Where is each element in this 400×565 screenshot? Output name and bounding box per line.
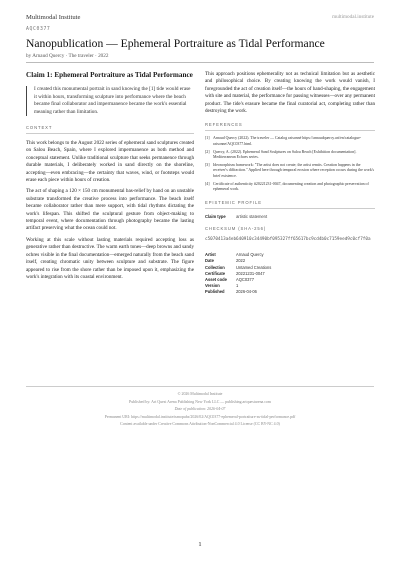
checksum-label: CHECKSUM (SHA-256) [205,226,267,232]
metadata-row: Artist Arnaud Quercy [205,252,264,258]
institution-link[interactable]: multimodal.institute [332,14,374,20]
footer-divider [26,386,374,387]
context-paragraph-2: The act of shaping a 120 × 150 cm monumental bas-relief by hand on an unstable substrate transformed the creative process into performance. The beach itself became collaborator rather than mere support, with tidal rhythms dictating the work's lifespan. This shifted the sculptural gesture from object-making to temporal event, where documentation through photography became the lasting artifact preserving what the ocean could not. [26,188,194,232]
byline: by Arnaud Quercy · The traveler · 2022 [26,53,109,59]
footer-license[interactable]: Content available under Creative Commons Attribution-NonCommercial 4.0 License (CC BY-NC 4.0) [120,422,280,426]
footer-permanent-uri[interactable]: Permanent URI: https://multimodal.institute/nanopubs/2026/02/AQC0377-ephemeral-portraiture-as-tidal-performance.pdf [104,414,296,419]
page-number: 1 [198,541,202,548]
reference-item: [1] Arnaud Quercy (2022). The traveler — Catalog raisonné https://arnaudquercy.art/en/catalogue-raisonne/AQC0377.html. [205,136,362,146]
reference-item: [2] Quercy, A. (2022). Ephemeral Sand Sculptures on Salou Beach [Exhibition documentation]. Mediterranean Echoes series. [205,149,357,160]
metadata-row: Collection Untamed Creations [205,264,272,270]
context-paragraph-3: Working at this scale without lasting materials required accepting loss as generative rather than destructive. The warm earth tones—deep browns and sandy ochres visible in the final documentation—emerged naturally from the beach sand itself, creating chromatic unity between sculpture and substrate. The figure appeared to rise from the shore rather than be imposed upon it, emphasizing the work's integration with its coastal environment. [26,236,194,280]
page-footer [26,391,374,429]
references-label: REFERENCES [205,122,375,131]
reference-item: [4] Certificate of authenticity #20221231-0047, documenting creation and photographic preservation of ephemeral work. [205,181,369,192]
context-paragraph-1: This work belongs to the August 2022 series of ephemeral sand sculptures created on Salou Beach, Spain, where I explored impermanence as both method and conceptual statement. Unlike traditional sculpture that seeks permanence through durable materials, I deliberately worked in sand directly on the shoreline, accepting—even embracing—the certainty that waves, wind, or footsteps would erase each piece within hours of creation. [26,140,194,184]
references-list [205,136,375,192]
epistemic-label: EPISTEMIC PROFILE [205,200,375,209]
claim-title: Claim 1: Ephemeral Portraiture as Tidal Performance [26,71,193,79]
metadata-row: Version 1 [205,283,239,289]
claim-quote: I created this monumental portrait in sand knowing the [1] tide would erase it within hours, transforming sculpture into performance where the beach became final collaborator and impermanence became the work's essential meaning rather than limitation. [26,86,194,116]
institution-name: Multimodal Institute [26,14,81,21]
metadata-row: Certificate 20221231-0047 [205,270,265,276]
claim-type-value: artistic statement [236,214,268,220]
right-column [205,71,375,296]
metadata-row: Published 2026-04-06 [205,289,257,295]
footer-publisher[interactable]: Published by: Art Quest Arena Publishing New York LLC — publishing.artquestarena.com [129,399,271,404]
left-column [26,71,194,281]
context-label: CONTEXT [26,125,194,134]
document-title: Nanopublication — Ephemeral Portraiture as Tidal Performance [26,37,325,50]
metadata-table [205,252,279,295]
footer-copyright: © 2026 Multimodal Institute [177,392,223,396]
header-divider [26,62,374,63]
reference-item: [3] Ideonorphism framework: "The artist does not create; the artist remits. Creation happens in the receiver's diffraction." Applied here through temporal erosion where reception occurs during the work's brief existence. [205,163,374,178]
context-paragraph-4: This approach positions ephemerality not as technical limitation but as aesthetic and philosophical choice. By creating knowing the work would vanish, I foregrounded the act of creation itself—the hours of hand-shaping, the engagement with site and material, the performance for passing witnesses—over any permanent product. The tide's erasure became the final curatorial act, completing rather than destroying the work. [205,71,375,115]
metadata-row: Date 2022 [205,258,246,264]
document-id: AQC0377 [26,27,51,32]
checksum-value: c5070413a4eb640910c34490bf095327ff65617bc9cd4b0c7159eed9c0cf7f0a [205,237,371,243]
metadata-row: Asset code AQC0377 [205,277,254,283]
claim-type-key: Claim type [205,214,226,220]
footer-date: Date of publication: 2026-04-07 [174,407,226,411]
page-header [26,14,374,24]
